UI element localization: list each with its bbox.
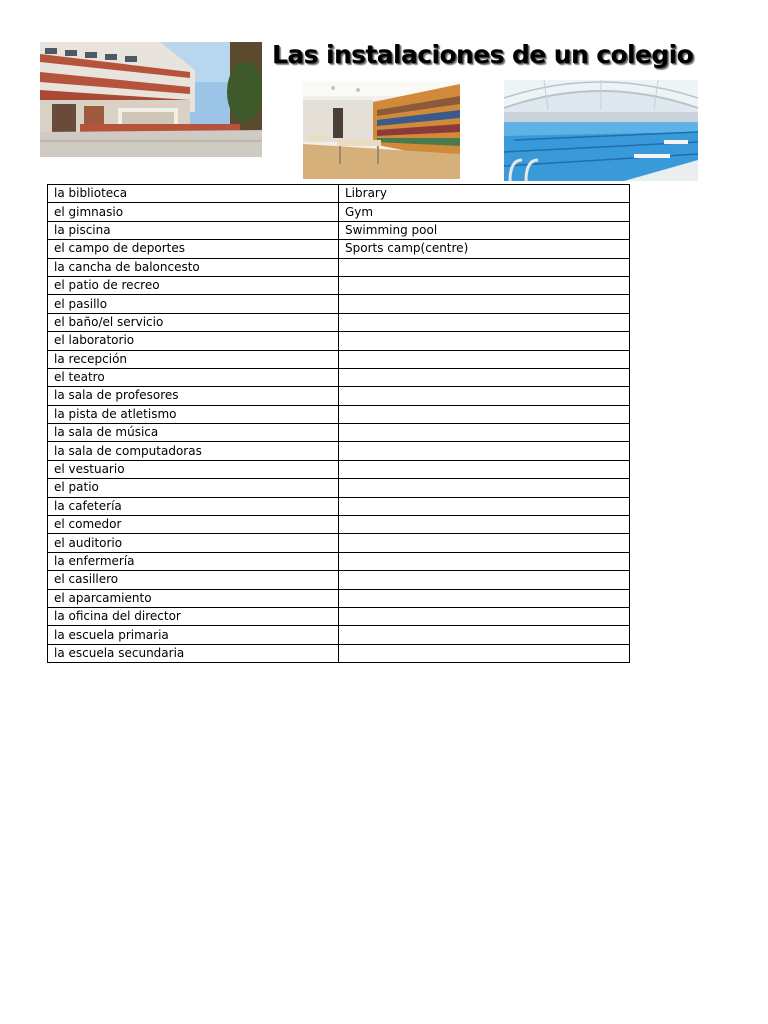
table-row [48,313,630,331]
spanish-term-cell: la enfermería [48,552,339,570]
vocabulary-table [47,184,630,663]
english-translation-cell [339,258,630,276]
english-translation-cell [339,644,630,662]
page-title: Las instalaciones de un colegio [272,40,694,69]
english-translation-cell [339,589,630,607]
school-building-photo [40,42,262,157]
spanish-term-cell: la piscina [48,221,339,239]
english-translation-cell [339,571,630,589]
table-row [48,185,630,203]
spanish-term-cell: la sala de profesores [48,387,339,405]
english-translation-cell [339,424,630,442]
table-row [48,387,630,405]
table-row [48,497,630,515]
english-translation-cell [339,460,630,478]
spanish-term-cell: la cancha de baloncesto [48,258,339,276]
spanish-term-cell: el vestuario [48,460,339,478]
spanish-term-cell: la pista de atletismo [48,405,339,423]
table-row [48,276,630,294]
table-row [48,240,630,258]
spanish-term-cell: el aparcamiento [48,589,339,607]
english-translation-cell [339,332,630,350]
table-row [48,221,630,239]
table-row [48,626,630,644]
spanish-term-cell: la sala de computadoras [48,442,339,460]
spanish-term-cell: la escuela primaria [48,626,339,644]
table-row [48,552,630,570]
spanish-term-cell: el auditorio [48,534,339,552]
english-translation-cell [339,350,630,368]
english-translation-cell [339,368,630,386]
english-translation-cell: Gym [339,203,630,221]
english-translation-cell: Sports camp(centre) [339,240,630,258]
english-translation-cell [339,276,630,294]
spanish-term-cell: el teatro [48,368,339,386]
english-translation-cell: Swimming pool [339,221,630,239]
english-translation-cell [339,607,630,625]
english-translation-cell [339,442,630,460]
table-row [48,479,630,497]
table-row [48,534,630,552]
table-row [48,589,630,607]
spanish-term-cell: la biblioteca [48,185,339,203]
english-translation-cell: Library [339,185,630,203]
english-translation-cell [339,534,630,552]
spanish-term-cell: el patio de recreo [48,276,339,294]
english-translation-cell [339,387,630,405]
english-translation-cell [339,479,630,497]
spanish-term-cell: el campo de deportes [48,240,339,258]
spanish-term-cell: el laboratorio [48,332,339,350]
spanish-term-cell: el casillero [48,571,339,589]
spanish-term-cell: el gimnasio [48,203,339,221]
spanish-term-cell: la escuela secundaria [48,644,339,662]
english-translation-cell [339,295,630,313]
swimming-pool-photo [504,80,698,181]
table-row [48,332,630,350]
table-row [48,516,630,534]
english-translation-cell [339,497,630,515]
table-row [48,295,630,313]
table-row [48,424,630,442]
spanish-term-cell: el pasillo [48,295,339,313]
table-row [48,571,630,589]
library-photo [303,82,460,179]
spanish-term-cell: la cafetería [48,497,339,515]
english-translation-cell [339,516,630,534]
table-row [48,460,630,478]
english-translation-cell [339,405,630,423]
table-row [48,258,630,276]
spanish-term-cell: el comedor [48,516,339,534]
table-row [48,203,630,221]
spanish-term-cell: el patio [48,479,339,497]
table-row [48,405,630,423]
spanish-term-cell: la sala de música [48,424,339,442]
table-row [48,350,630,368]
english-translation-cell [339,313,630,331]
table-row [48,442,630,460]
table-row [48,644,630,662]
english-translation-cell [339,552,630,570]
spanish-term-cell: la recepción [48,350,339,368]
spanish-term-cell: el baño/el servicio [48,313,339,331]
english-translation-cell [339,626,630,644]
table-row [48,607,630,625]
spanish-term-cell: la oficina del director [48,607,339,625]
table-row [48,368,630,386]
